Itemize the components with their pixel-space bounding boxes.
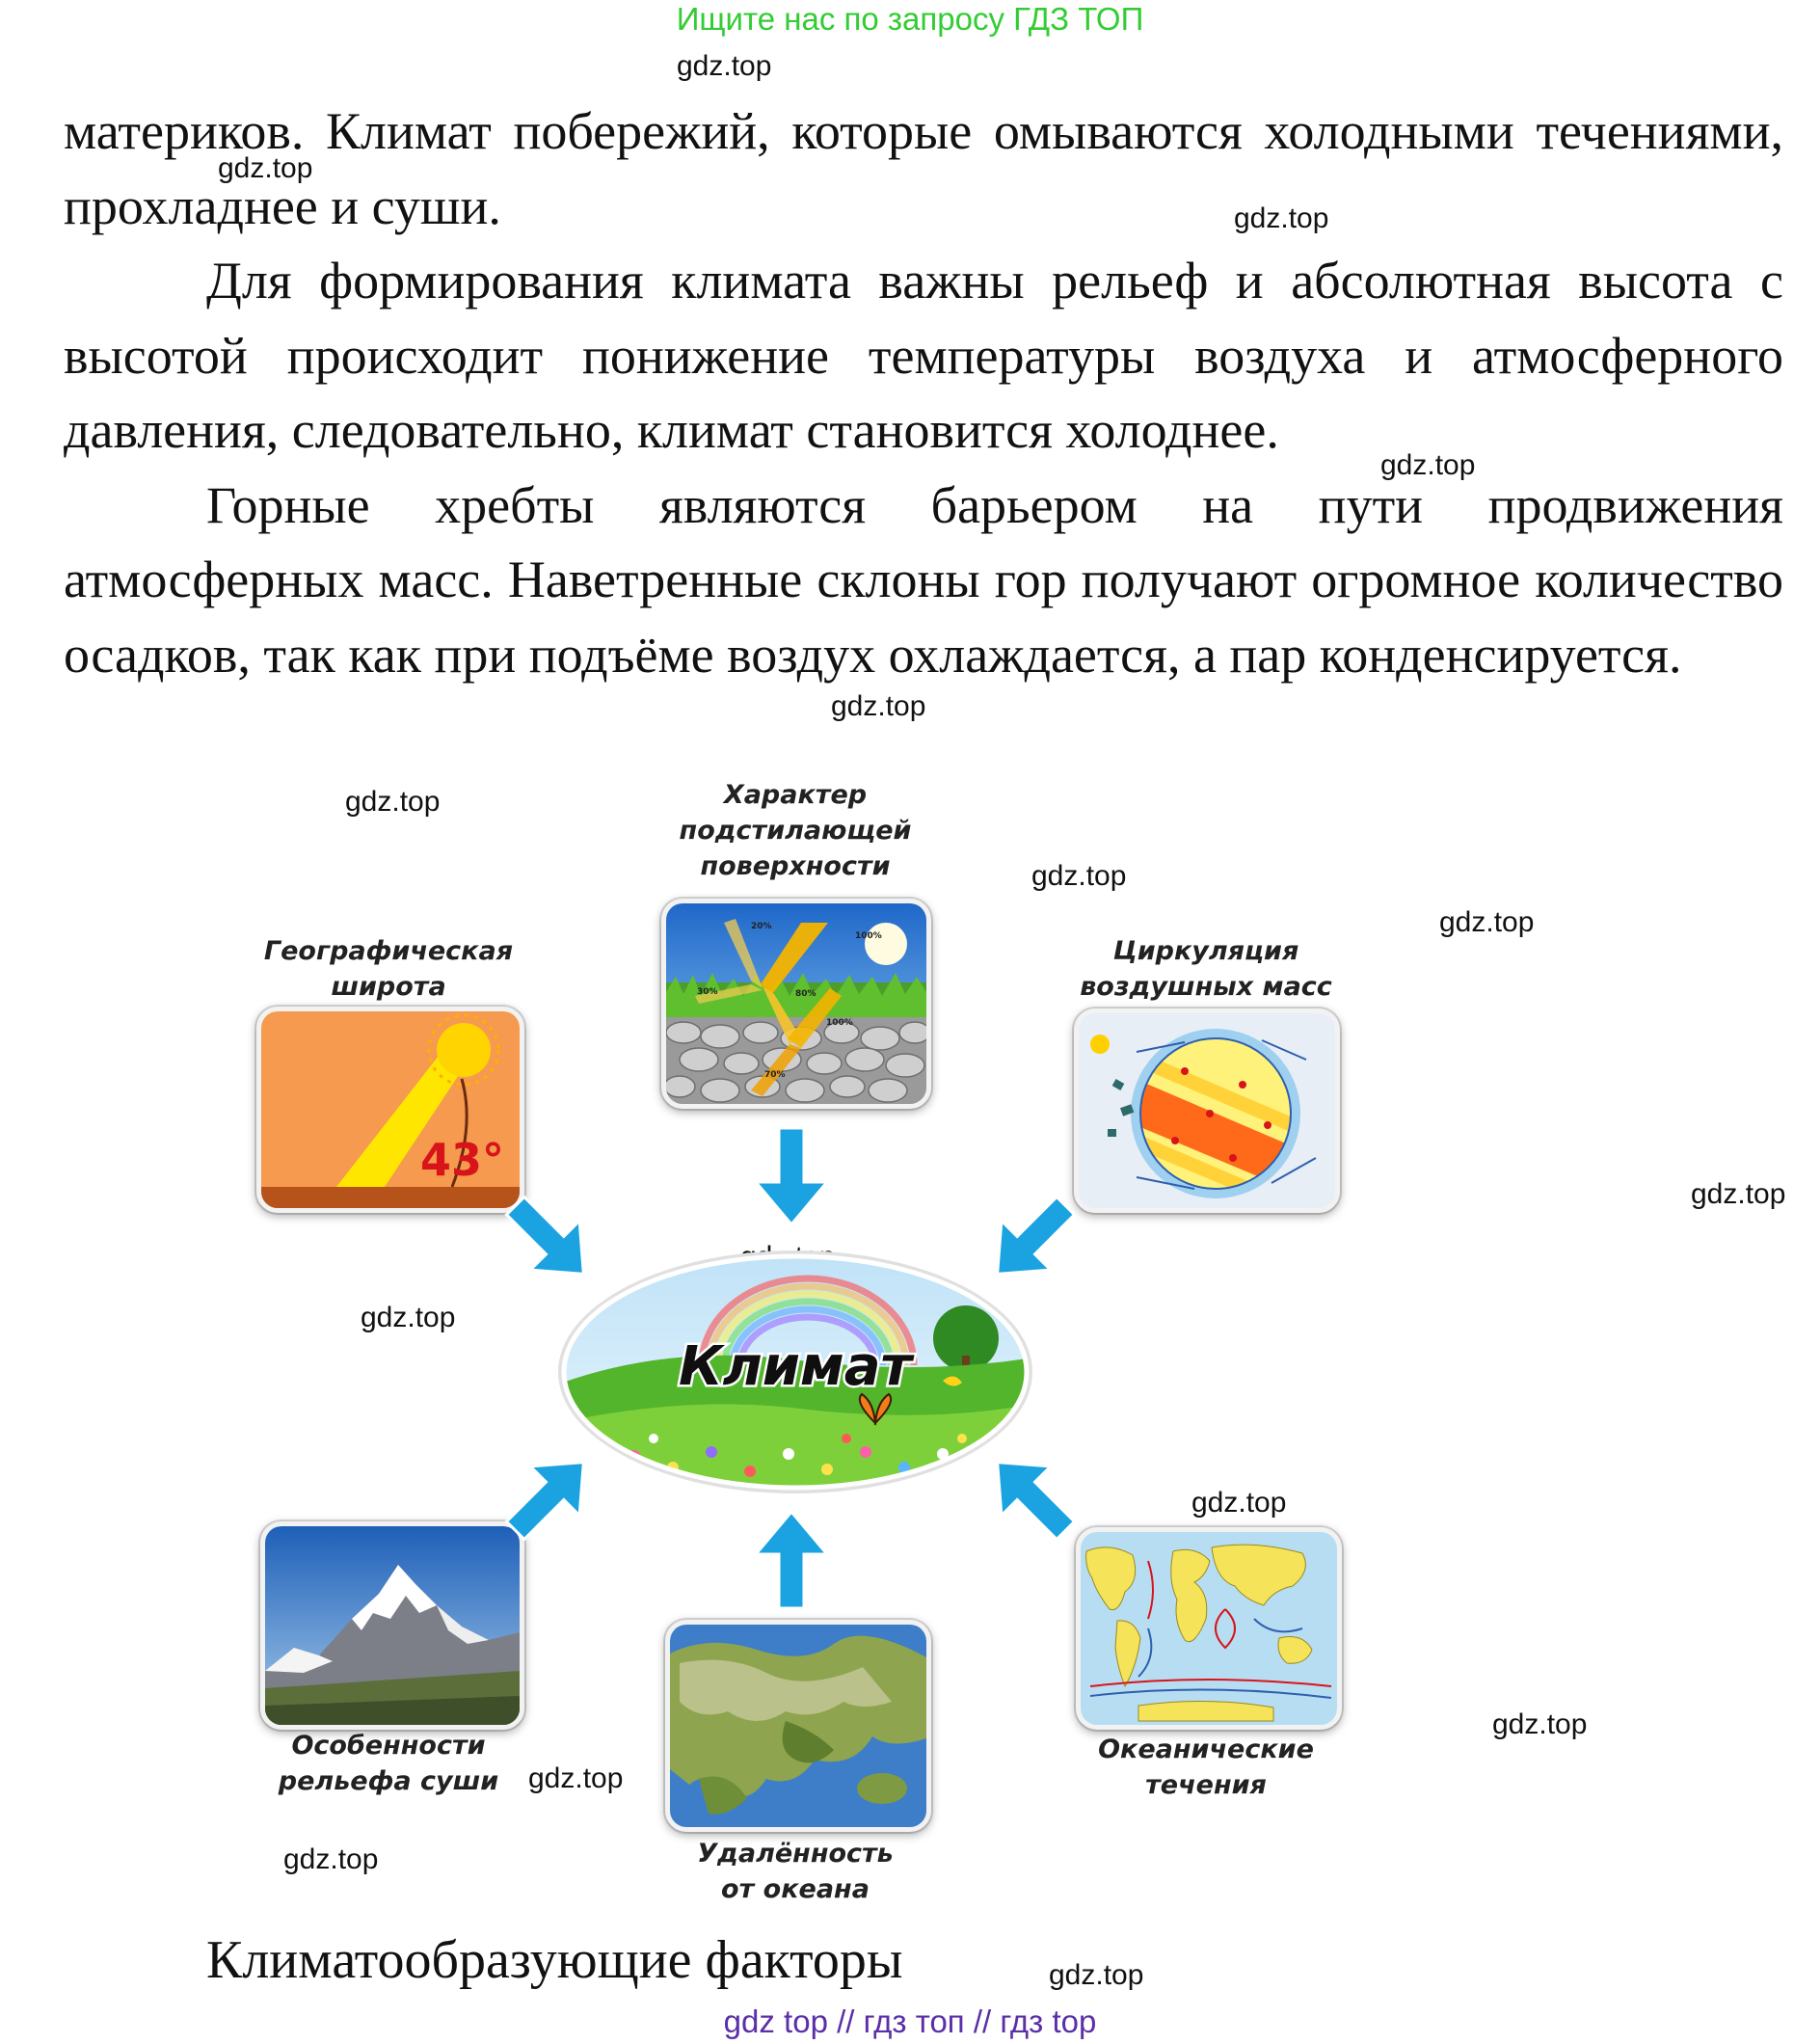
watermark: gdz.top bbox=[361, 1302, 456, 1333]
watermark: gdz.top bbox=[1439, 906, 1535, 938]
watermark: gdz.top bbox=[345, 786, 441, 818]
label-circulation: Циркуляция воздушных масс bbox=[1080, 936, 1332, 1002]
label-distance: Удалённость от океана bbox=[697, 1839, 894, 1904]
pct-label: 70% bbox=[764, 1070, 786, 1080]
latitude-image bbox=[256, 1007, 524, 1213]
watermark: gdz.top bbox=[218, 152, 313, 184]
watermark: gdz.top bbox=[831, 690, 926, 722]
label-latitude: Географическая широта bbox=[263, 936, 514, 1002]
watermark: gdz.top bbox=[1191, 1487, 1287, 1519]
watermark: gdz.top bbox=[1049, 1959, 1144, 1991]
angle-label: 43° bbox=[420, 1134, 505, 1186]
arrow-down-icon bbox=[756, 1128, 827, 1224]
relief-image bbox=[260, 1521, 524, 1730]
climate-center bbox=[557, 1250, 1033, 1494]
pct-label: 100% bbox=[855, 931, 882, 941]
label-currents: Океанические течения bbox=[1098, 1735, 1314, 1800]
circulation-image bbox=[1074, 1009, 1340, 1213]
top-banner: Ищите нас по запросу ГДЗ ТОП bbox=[676, 1, 1144, 37]
watermark: gdz.top bbox=[1234, 202, 1329, 234]
footer-links[interactable]: gdz top // гдз топ // гдз top bbox=[723, 2004, 1097, 2039]
currents-image bbox=[1076, 1527, 1342, 1730]
watermark: gdz.top bbox=[283, 1843, 379, 1875]
paragraph-3: Горные хребты являются барьером на пути продвижения атмосферных масс. Наветренные склоны гор получают огромное количество осадков, так как при подъёме воздух охлаждается, а пар конденсируется. bbox=[64, 475, 1783, 684]
pct-label: 20% bbox=[751, 922, 772, 931]
surface-image bbox=[661, 899, 931, 1109]
pct-label: 80% bbox=[795, 989, 816, 999]
label-surface: Характер подстилающей поверхности bbox=[679, 780, 912, 881]
arrow-up-icon bbox=[756, 1512, 827, 1608]
watermark: gdz.top bbox=[1031, 860, 1127, 892]
figure-caption: Климатообразующие факторы bbox=[206, 1930, 903, 1990]
watermark: gdz.top bbox=[1492, 1708, 1588, 1740]
watermark: gdz.top bbox=[1380, 449, 1476, 481]
climate-title: Климат bbox=[678, 1335, 913, 1398]
pct-label: 30% bbox=[697, 987, 718, 997]
watermark: gdz.top bbox=[528, 1762, 624, 1794]
watermark: gdz.top bbox=[1691, 1178, 1786, 1210]
label-relief: Особенности рельефа суши bbox=[278, 1731, 499, 1796]
paragraph-1: материков. Климат побережий, которые омываются холодными течениями, прохладнее и суши. bbox=[64, 102, 1783, 235]
watermark: gdz.top bbox=[677, 50, 772, 82]
distance-image bbox=[665, 1620, 931, 1832]
paragraph-2: Для формирования климата важны рельеф и абсолютная высота с высотой происходит понижение температуры воздуха и атмосферного давления, следовательно, климат становится холоднее. bbox=[64, 252, 1783, 459]
pct-label: 100% bbox=[826, 1018, 853, 1028]
